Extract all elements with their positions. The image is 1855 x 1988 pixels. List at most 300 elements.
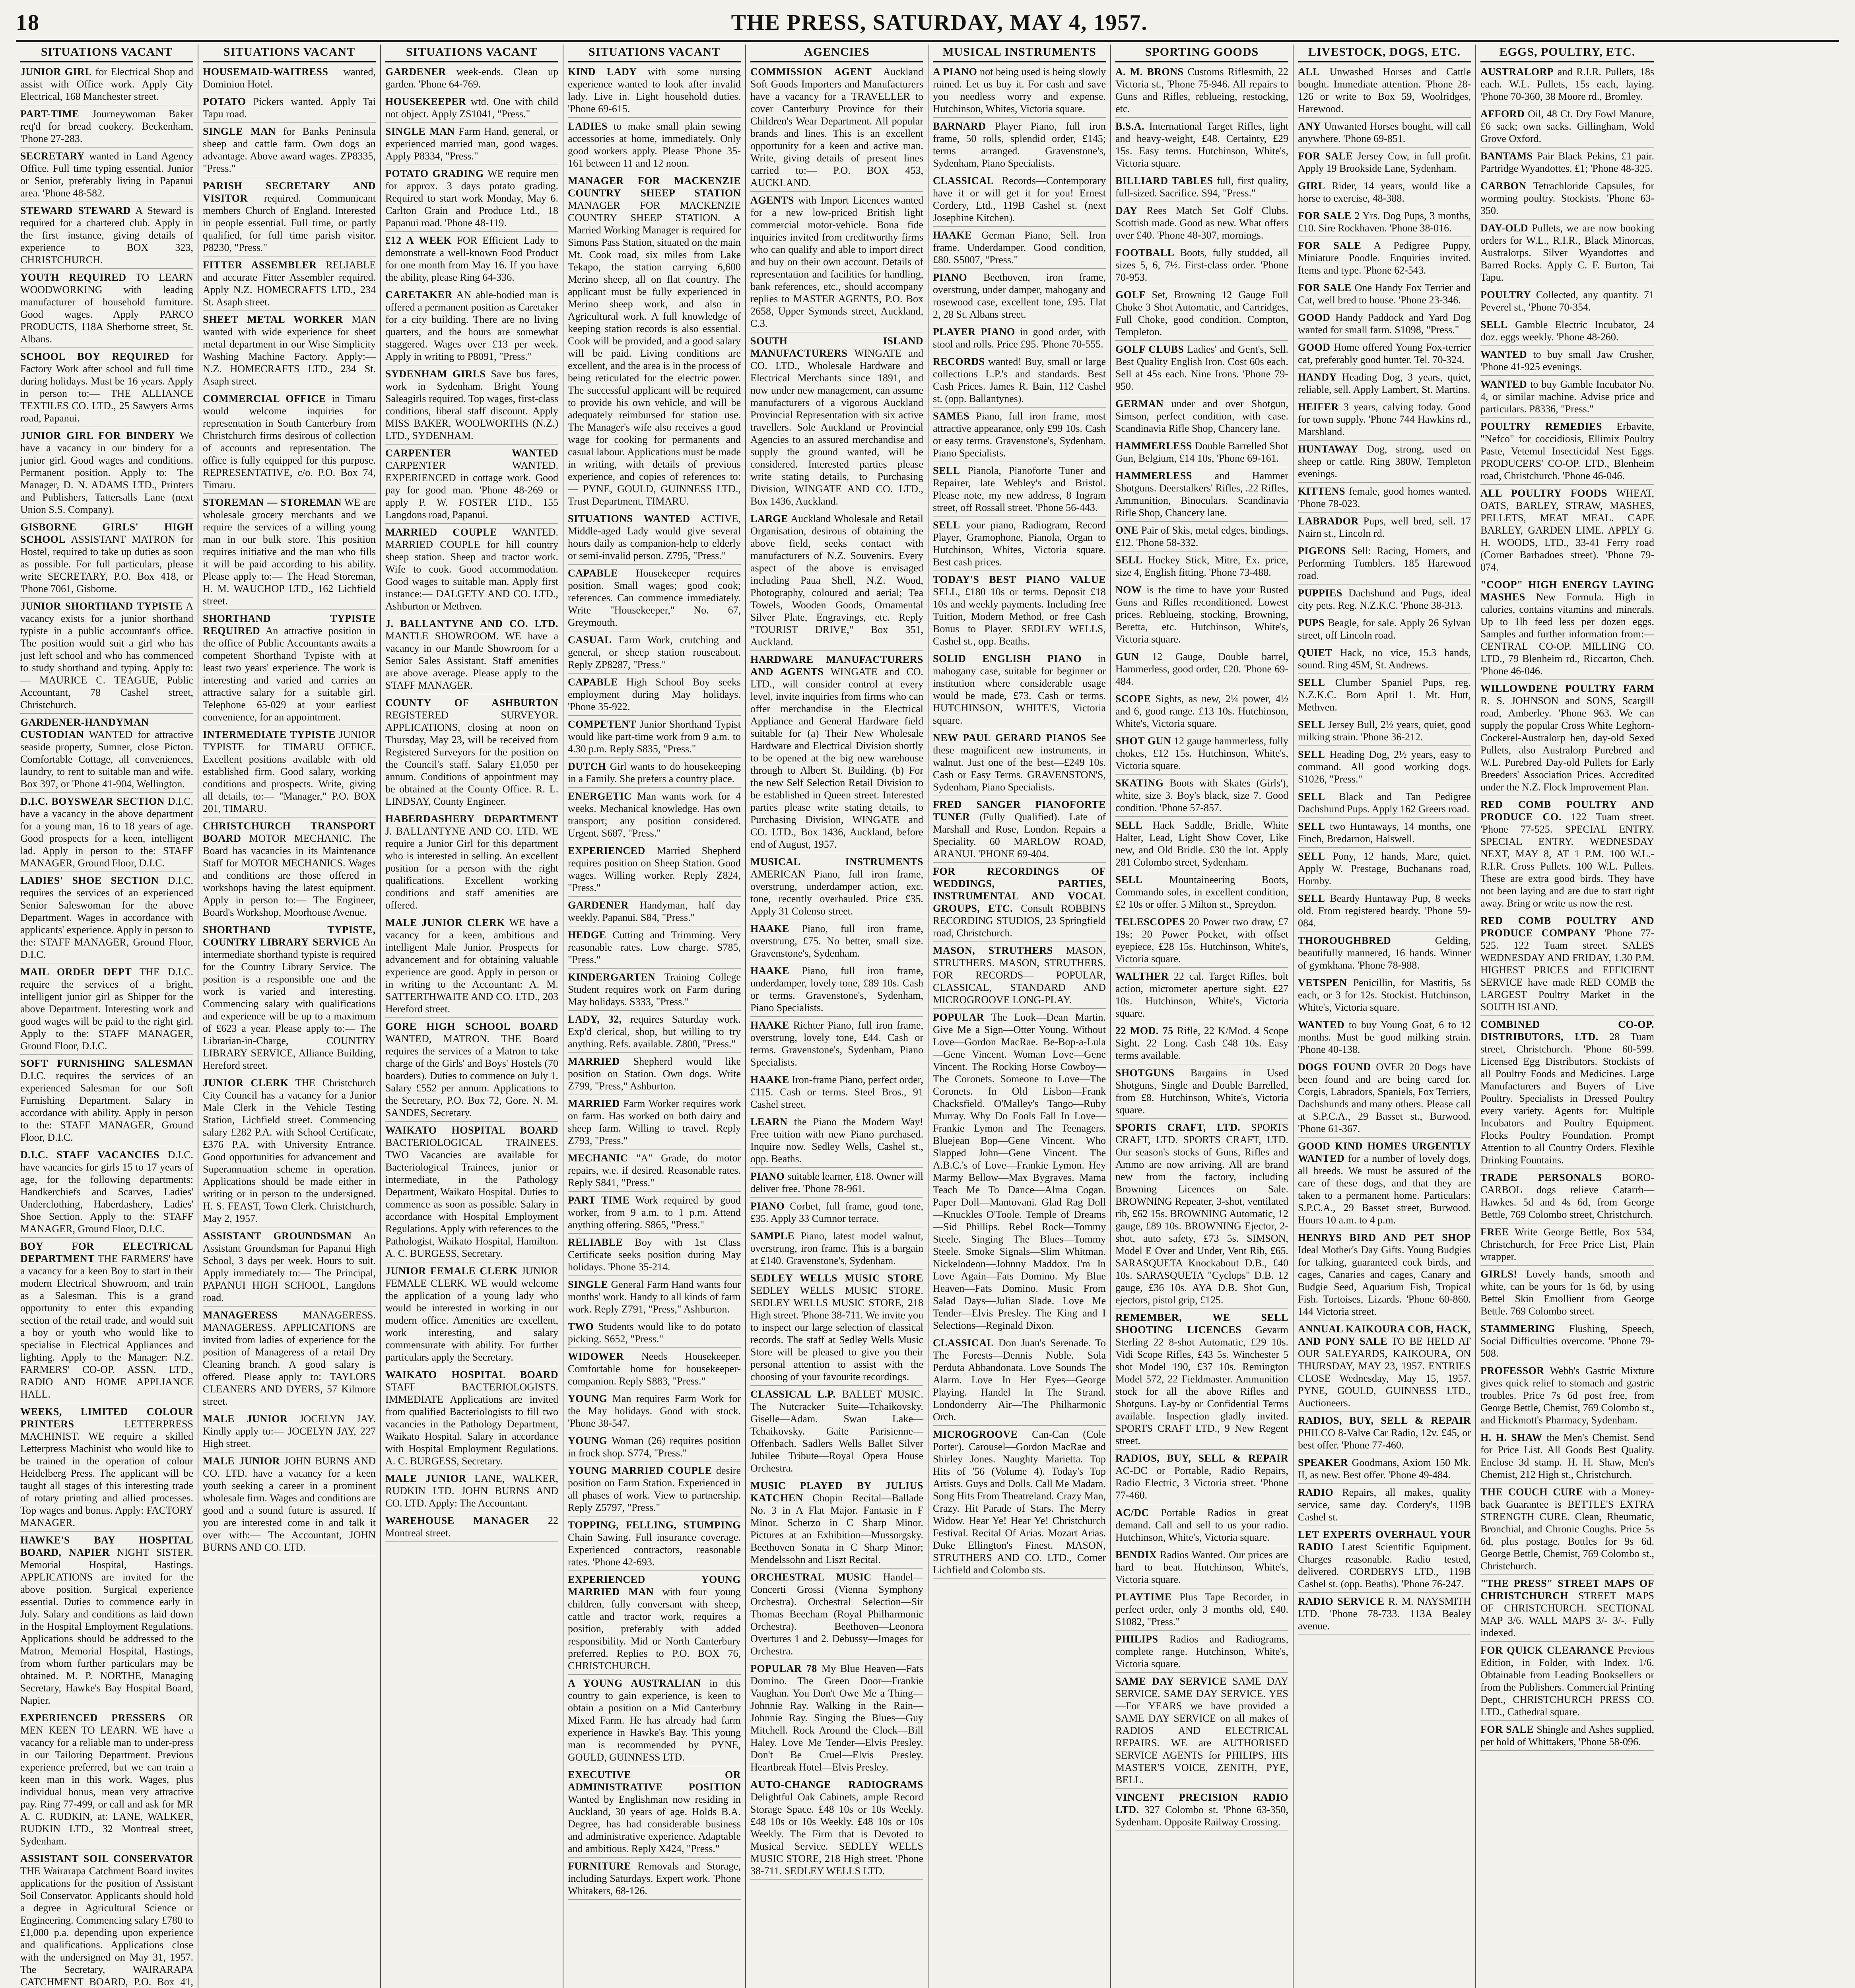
classified-ad (1480, 1486, 1654, 1575)
ad-body: Sell: Racing, Homers, and Performing Tumblers. 185 Harewood road. (1298, 545, 1471, 581)
classified-ad (750, 1074, 923, 1113)
ad-body: An attractive position in the office of Public Accountants awaits a competent Shorthand Typiste with at least two years' experience. The work is interesting and varied and carries an attractive salary for a suitable girl. Telephone 65-029 at your earliest convenience, for an appointment. (203, 625, 376, 723)
ad-heading: ASSISTANT SOIL CONSERVATOR (20, 1853, 193, 1864)
ad-body: 'Phone 77-525. 122 Tuam street. SALES WEDNESDAY AND FRIDAY, 1.30 P.M. HIGHEST PRICES and EFFICIENT SERVICE have made RED COMB the LARGEST Poultry Market in the SOUTH ISLAND. (1480, 927, 1655, 1013)
classified-ad (750, 1019, 923, 1071)
classified-ad (203, 820, 376, 921)
ad-body: Piano, latest model walnut, overstrung, iron frame. This is a bargain at £140. Gravenstone's, Sydenham. (750, 1230, 923, 1266)
ad-body: Chopin Recital—Ballade No. 3 in A Flat Major. Fantasie in F Minor. Scherzo in C Sharp Minor. Pictures at an Exhibition—Mussorgsky. Beethoven Sonata in C Sharp Minor; Mendelssohn and Liszt Recital. (750, 1492, 924, 1565)
classified-ad (20, 204, 193, 269)
classified-ad (20, 1406, 193, 1532)
classified-ad (1115, 693, 1288, 732)
ad-body: Unwashed Horses and Cattle bought. Immediate attention. 'Phone 28-126 or write to Box 59, Woolridges, Harewood. (1298, 66, 1471, 115)
ad-body: AMERICAN Piano, full iron frame, overstrung, underdamper action, exc. tone, recently overhauled. Price £35. Apply 31 Colenso street. (750, 868, 923, 917)
ad-heading: BENDIX (1115, 1549, 1157, 1561)
classified-ad (1480, 682, 1654, 796)
ad-body: Shingle and Ashes supplied, per hold of Whittakers, 'Phone 58-096. (1480, 1724, 1654, 1747)
classified-ad (385, 1265, 558, 1366)
classified-ad (750, 1388, 923, 1477)
ad-heading: SELL (1298, 893, 1325, 904)
classified-ad (203, 180, 376, 256)
classified-ad (203, 1230, 376, 1307)
column-heading: EGGS, POULTRY, ETC. (1480, 45, 1654, 62)
ad-heading: B.S.A. (1115, 120, 1145, 132)
ad-heading: SELL (1115, 554, 1143, 566)
ad-heading: FOR RECORDINGS OF WEDDINGS, PARTIES, INSTRUMENTAL AND VOCAL GROUPS, ETC. (933, 866, 1106, 914)
ad-heading: HAAKE (750, 965, 789, 977)
ad-heading: DAY (1115, 205, 1138, 216)
ad-body: WE require men for approx. 3 days potato grading. Required to start work Monday, May 6. Carlton Grain and Produce Ltd., 18 Papanui road. 'Phone 48-119. (385, 168, 559, 229)
ad-body: Pony, 12 hands, Mare, quiet. Apply W. Prestage, Buchanans road, Hornby. (1298, 850, 1471, 887)
ad-heading: POPULAR (933, 1011, 985, 1023)
ad-body: Flushing, Speech, Social Difficulties overcome. 'Phone 79-508. (1480, 1323, 1655, 1359)
ad-body: FOR Efficient Lady to demonstrate a well-known Food Product for one month from May 16. If you have the ability, please Ring 64-336. (385, 235, 559, 283)
classified-ad (568, 790, 741, 842)
ad-body: OVER 20 Dogs have been found and are being cared for. Corgis, Labradors, Spaniels, Fox Terriers, Dachshunds and many others. Please call at S.P.C.A., 29 Basset st., Burwood. 'Phone 61-367. (1298, 1061, 1471, 1134)
ad-heading: MALE JUNIOR (385, 1473, 466, 1484)
ad-heading: AUSTRALORP (1480, 66, 1554, 78)
ad-body: An Assistant Groundsman for Papanui High School, 3 days per week. Hours to suit. Apply immediately to:— The Principal, PAPANUI HIGH SCHOOL, Langdons road. (203, 1230, 376, 1303)
ad-heading: FOR SALE (1298, 282, 1352, 293)
ad-heading: SPORTS CRAFT, LTD. (1115, 1122, 1241, 1133)
ad-heading: PARISH SECRETARY AND VISITOR (203, 180, 376, 204)
ad-body: TO BE HELD AT OUR SALEYARDS, KAIKOURA, ON THURSDAY, MAY 23, 1957. ENTRIES CLOSE Wednesday, May 15, 1957. PYNE, GOULD, GUINNESS LTD., Auctioneers. (1298, 1336, 1471, 1409)
classified-ad (203, 259, 376, 311)
classified-ad (1115, 204, 1288, 244)
ad-heading: PART-TIME (20, 108, 80, 120)
ad-heading: GARDENER-HANDYMAN CUSTODIAN (20, 716, 149, 740)
ad-heading: LET EXPERTS OVERHAUL YOUR RADIO (1298, 1529, 1471, 1553)
ad-body: WE have a vacancy for a keen, ambitious and intelligent Male Junior. Prospects for advancement and for obtaining valuable experience are good. Apply in person or in writing to the Accountant: A. M. SATTERTHWAITE AND CO. LTD., 203 Hereford street. (385, 917, 558, 1015)
ad-heading: COUNTY OF ASHBURTON (385, 697, 558, 709)
ad-heading: GUN (1115, 651, 1139, 662)
ad-body: Richter Piano, full iron frame, overstrung, lovely tone, £44. Cash or terms. Gravenstone's, Sydenham, Piano Specialists. (750, 1019, 924, 1068)
ad-body: for Electrical Shop and assist with Office work. Apply City Electrical, 168 Manchester street. (20, 66, 193, 102)
classified-ad (933, 355, 1106, 408)
ad-body: One Handy Fox Terrier and Cat, well bred to house. 'Phone 23-346. (1298, 282, 1471, 306)
classified-ad (1298, 282, 1471, 309)
ad-body: WANTED for attractive seaside property, Sumner, close Picton. Comfortable Cottage, all conveniences, laundry, to rent to suitable man and wife. Box 397, or 'Phone 41-904, Wellington. (20, 729, 193, 790)
ad-body: 122 Tuam street. 'Phone 77-525. SPECIAL ENTRY. SPECIAL ENTRY. WEDNESDAY NEXT, MAY 8, AT 1 P.M. 100 W.L.-R.I.R. Cross Pullets. 100 W.L. Pullets. These are extra good birds. They have not been laying and are due to start right away. Bring or write us now the rest. (1480, 811, 1654, 909)
classified-ad (20, 108, 193, 148)
ad-heading: PIANO (933, 272, 967, 283)
ad-heading: ENERGETIC (568, 790, 632, 802)
ad-heading: SAME DAY SERVICE (1115, 1675, 1227, 1687)
ad-heading: NEW PAUL GERARD PIANOS (933, 732, 1086, 744)
ad-heading: RED COMB POULTRY AND PRODUCE COMPANY (1480, 915, 1654, 939)
classified-ad (1298, 718, 1471, 746)
ad-heading: JUNIOR FEMALE CLERK (385, 1265, 518, 1277)
ad-body: week-ends. Clean up garden. 'Phone 64-769. (385, 66, 559, 90)
classified-ad (568, 760, 741, 788)
ad-heading: MICROGROOVE (933, 1429, 1018, 1440)
ad-heading: CLASSICAL L.P. (750, 1388, 836, 1400)
ad-heading: WAIKATO HOSPITAL BOARD (385, 1124, 558, 1136)
ad-body: General Farm Hand wants four months' work. Handy to all kinds of farm work. Reply Z791, "Press," Ashburton. (568, 1279, 741, 1315)
ad-heading: WALTHER (1115, 971, 1169, 982)
ad-body: BORO-CARBOL dogs relieve Catarrh—Hawkes. 5d and 4s 6d, from George Bettle, 769 Colombo street, Christchurch. (1480, 1172, 1654, 1220)
classified-ad (1115, 777, 1288, 817)
classified-ad (933, 120, 1106, 172)
classified-ad (385, 1369, 558, 1470)
ad-heading: WAIKATO HOSPITAL BOARD (385, 1369, 558, 1380)
classified-ad (20, 521, 193, 598)
ad-body: Records—Contemporary have it or will get it for you! Ernest Cordery, Ltd., 119B Cashel st. (next Josephine Kitchen). (933, 175, 1106, 223)
classified-ad (1298, 748, 1471, 788)
ad-heading: WAREHOUSE MANAGER (385, 1515, 529, 1526)
classified-ad (385, 1124, 558, 1262)
ad-heading: SELL (1298, 719, 1325, 730)
classified-ad (568, 1769, 741, 1858)
ad-body: Heading Dog, 2½ years, easy to command. All good working dogs. S1026, "Press." (1298, 749, 1471, 785)
ad-body: in mahogany case, suitable for beginner or institution where considerable usage would be made, £73. Cash or terms. HUTCHINSON, WHITE'S, Victoria square. (933, 653, 1106, 726)
classified-ad (750, 1571, 923, 1660)
ad-heading: FREE (1480, 1226, 1509, 1238)
classified-ad (1298, 1140, 1471, 1229)
ad-body: 3 years, calving today. Good for town supply. 'Phone 744 Hawkins rd., Marshland. (1298, 401, 1471, 437)
classified-ad (203, 392, 376, 494)
ad-body: Boy with 1st Class Certificate seeks position during May holidays. 'Phone 35-214. (568, 1237, 741, 1273)
ad-heading: INTERMEDIATE TYPISTE (203, 729, 336, 740)
ad-heading: GOOD (1298, 342, 1331, 353)
ad-heading: SELL (1298, 791, 1325, 802)
classified-ad (1115, 650, 1288, 690)
ad-body: The Look—Dean Martin. Give Me a Sign—Otter Young. Without Love—Gordon MacRae. Be-Bop-a-Lula—Gene Vincent. Woman Love—Gene Vincent. The Rocking Horse Cowboy—The Coronets. Someone to Love—The Coronets. In Old Lisbon—Frank Chacksfield. O'Malley's Tango—Ruby Murray. Why Do Fools Fall In Love—Frankie Lymon and The Teenagers. Bluejean Bop—Gene Vincent. Who Slapped John—Gene Vincent. The A.B.C.'s of Love—Frankie Lymon. Hey Marmy Bellow—Max Bygraves. Mama Teach Me To Dance—Alma Cogan. Paper Doll—Mantovani. Glad Rag Doll—Knuckles O'Toole. Temple of Dreams—Sid Phillips. Rebel Rock—Tommy Steele. Singing The Blues—Tommy Steele. Smoke Signals—Slim Whitman. Nickelodeon—Johnny Maddox. I'm In Love Again—Fats Domino. My Blue Heaven—Fats Domino. Music From Salad Days—Julian Slade. Love Me Tender—Elvis Presley. The King and I Selections—Reginald Dixon. (933, 1011, 1106, 1331)
ad-body: THE D.I.C. require the services of a bright, intelligent junior girl as Shipper for the above Department. Interesting work and good wages will be paid to the right girl. Apply to the: STAFF MANAGER, Ground Floor, D.I.C. (20, 966, 193, 1052)
ad-heading: LADIES (568, 120, 608, 132)
classified-ad (933, 865, 1106, 942)
classified-ad (568, 567, 741, 631)
ad-heading: FOR SALE (1480, 1724, 1534, 1735)
classified-ad (933, 732, 1106, 796)
ad-body: Mountaineering Boots, Commando soles, in excellent condition, £2 10s or offer. 5 Milton st., Spreydon. (1115, 874, 1288, 910)
classified-ad (1480, 378, 1654, 418)
ad-body: Write George Bettle, Box 534, Christchurch, for Free Price List, Plain wrapper. (1480, 1226, 1655, 1262)
classified-ad (568, 1677, 741, 1766)
ad-heading: KITTENS (1298, 485, 1346, 497)
classified-ad (1298, 120, 1471, 148)
classified-ad (1298, 66, 1471, 118)
ad-body: Beardy Huntaway Pup, 8 weeks old. From registered beardy. 'Phone 59-084. (1298, 893, 1471, 929)
ad-body: wanted, Dominion Hotel. (203, 66, 376, 90)
ad-body: LETTERPRESS MACHINIST. WE require a skilled Letterpress Machinist who would like to be trained in the operation of colour Heidelberg Press. The applicant will be taught all stages of this interesting trade of rotary printing and allied processes. Top wages and bonus. Apply: FACTORY MANAGER. (20, 1418, 193, 1528)
classified-ad (568, 1097, 741, 1149)
ad-body: BALLET MUSIC. The Nutcracker Suite—Tchaikovsky. Giselle—Adam. Swan Lake—Tchaikovsky. Gaite Parisienne—Offenbach. Sadlers Wells Ballet Silver Jubilee Tribute—Royal Opera House Orchestra. (750, 1388, 924, 1474)
column-heading: MUSICAL INSTRUMENTS (933, 45, 1106, 62)
ad-heading: HANDY (1298, 371, 1337, 383)
ad-heading: JUNIOR GIRL (20, 66, 92, 78)
ad-heading: GOOD KIND HOMES URGENTLY WANTED (1298, 1140, 1471, 1164)
ad-body: Previous Edition, in Folder, with Index. 1/6. Obtainable from Leading Booksellers or from the Publishers. Commercial Printing Dept., CHRISTCHURCH PRESS CO. LTD., Cathedral square. (1480, 1644, 1655, 1718)
classified-ad (1298, 790, 1471, 818)
classified-ad (1115, 1675, 1288, 1789)
ad-heading: RELIABLE (568, 1237, 623, 1248)
classified-ad (750, 513, 923, 651)
ad-heading: GISBORNE GIRLS' HIGH SCHOOL (20, 521, 193, 545)
ad-body: Save bus fares, work in Sydenham. Bright Young Saleagirls required. Top wages, first-class conditions, liberal staff discount. Apply MISS BAKER, WOOLWORTHS (N.Z.) LTD., SYDENHAM. (385, 368, 559, 441)
ad-body: Handy Paddock and Yard Dog wanted for small farm. S1098, "Press." (1298, 312, 1471, 336)
classified-ad (568, 1013, 741, 1053)
classified-ad (1480, 318, 1654, 346)
classified-ad (1480, 222, 1654, 286)
ad-heading: COMBINED CO-OP. DISTRIBUTORS, LTD. (1480, 1019, 1654, 1043)
ad-heading: MUSIC PLAYED BY JULIUS KATCHEN (750, 1480, 923, 1504)
ad-heading: PLAYER PIANO (933, 326, 1015, 338)
classified-ad (1298, 1414, 1471, 1454)
ad-heading: 22 MOD. 75 (1115, 1025, 1173, 1037)
ad-body: two Huntaways, 14 months, one Finch, Bredarnon, Halswell. (1298, 821, 1471, 845)
classified-ad (1115, 584, 1288, 648)
classified-ad (203, 1309, 376, 1410)
ad-heading: TODAY'S BEST PIANO VALUE (933, 574, 1106, 585)
classified-ad (750, 1662, 923, 1776)
classified-ad (1298, 646, 1471, 674)
ad-heading: SELL (1115, 819, 1143, 831)
classified-ad (20, 1534, 193, 1709)
ad-body: 20 Power two draw, £7 19s; 20 Power Pocket, with offset eyepiece, £28 15s. Hutchinson, White's, Victoria square. (1115, 916, 1288, 965)
ad-heading: GIRLS! (1480, 1268, 1517, 1280)
ad-heading: SINGLE MAN (203, 126, 276, 137)
ad-body: Corbet, full frame, good tone, £35. Apply 33 Cumnor terrace. (750, 1200, 923, 1224)
classified-ad (203, 924, 376, 1074)
ad-heading: AC/DC (1115, 1507, 1149, 1518)
ad-heading: HUNTAWAY (1298, 443, 1358, 455)
classified-ad (568, 1320, 741, 1348)
classified-column (928, 45, 1111, 1988)
classified-ad (933, 464, 1106, 516)
classified-ad (1480, 1322, 1654, 1362)
classified-ad (385, 167, 558, 232)
ad-heading: MANAGERESS (203, 1309, 278, 1321)
ad-heading: LARGE (750, 513, 788, 524)
classified-ad (1298, 545, 1471, 584)
ad-heading: HAAKE (750, 923, 789, 934)
classified-ad (203, 313, 376, 390)
ad-heading: VINCENT PRECISION RADIO LTD. (1115, 1792, 1288, 1815)
classified-ad (568, 175, 741, 510)
classified-ad (1115, 440, 1288, 467)
classified-ad (1480, 66, 1654, 105)
ad-body: "A" Grade, do motor repairs, w.e. if desired. Reasonable rates. Reply S841, "Press." (568, 1152, 741, 1188)
ad-heading: SELL (1298, 821, 1325, 832)
ad-body: suitable learner, £18. Owner will deliver free. 'Phone 78-961. (750, 1171, 924, 1194)
ad-heading: HOUSEMAID-WAITRESS (203, 66, 328, 78)
ad-heading: PLAYTIME (1115, 1591, 1172, 1603)
classified-ad (1115, 1591, 1288, 1631)
ad-body: A vacancy exists for a junior shorthand typiste in a public accountant's office. The position would suit a girl who has just left school and who has commenced to study shorthand and typing. Apply to:— MAURICE C. TEAGUE, Public Accountant, 78 Cashel street, Christchurch. (20, 600, 193, 711)
ad-body: Dachshund and Pugs, ideal city pets. Reg. N.Z.K.C. 'Phone 38-313. (1298, 587, 1471, 611)
classified-ad (385, 697, 558, 810)
ad-heading: MANAGER FOR MACKENZIE COUNTRY SHEEP STATION (568, 175, 741, 199)
classified-ad (1115, 398, 1288, 437)
classified-ad (1480, 1644, 1654, 1721)
classified-ad (1298, 1595, 1471, 1635)
classified-column (1294, 45, 1476, 1988)
classified-ad (1480, 914, 1654, 1016)
ad-body: AC-DC or Portable, Radio Repairs, Radio Electric, 3 Victoria street. 'Phone 77-460. (1115, 1465, 1288, 1501)
classified-ad (568, 1350, 741, 1390)
classified-ad (1298, 617, 1471, 644)
classified-ad (1298, 443, 1471, 483)
classified-ad (1298, 676, 1471, 716)
classified-ad (1480, 1226, 1654, 1266)
ad-body: MANAGERESS. MANAGERESS. APPLICATIONS are invited from ladies of experience for the position of Manageress of a retail Dry Cleaning branch. A good salary is offered. Please apply to: TAYLORS CLEANERS AND DYERS, 57 Kilmore street. (203, 1309, 376, 1407)
column-heading: LIVESTOCK, DOGS, ETC. (1298, 45, 1471, 62)
classified-ad (1115, 175, 1288, 202)
ad-body: in this country to gain experience, is keen to obtain a position on a Mid Canterbury Mixed Farm. He has already had farm experience in Hawke's Bay. This young man is recommended by PYNE, GOULD, GUINNESS LTD. (568, 1677, 741, 1763)
ad-heading: MUSICAL INSTRUMENTS (750, 856, 923, 868)
ad-body: 22 cal. Target Rifles, bolt action, micrometer aperture sight. £27 10s. Hutchinson, White's, Victoria square. (1115, 971, 1289, 1019)
classified-ad (933, 229, 1106, 269)
classified-ad (1480, 798, 1654, 912)
ad-body: Piano, full iron frame, overstrung, £75. No better, small size. Gravenstone's, Sydenham. (750, 923, 923, 959)
classified-ad (1298, 977, 1471, 1016)
ad-body: 2 Yrs. Dog Pups, 3 months, £10. Sire Rockhaven. 'Phone 38-016. (1298, 210, 1471, 234)
ad-heading: FRED SANGER PIANOFORTE TUNER (933, 799, 1106, 823)
classified-ad (1115, 289, 1288, 341)
ad-body: MASON, STRUTHERS. MASON, STRUTHERS. FOR RECORDS— POPULAR, CLASSICAL, STANDARD AND MICROGROOVE LONG-PLAY. (933, 945, 1106, 1006)
ad-body: An intermediate shorthand typiste is required for the Country Library Service. The position is a responsible one and the work is varied and interesting. Commencing salary with qualifications and experience will be up to a maximum of £623 a year. Please apply to:— The Librarian-in-Charge, COUNTRY LIBRARY SERVICE, Alliance Building, Hereford street. (203, 936, 376, 1071)
classified-ad (20, 600, 193, 714)
classified-ad (933, 652, 1106, 729)
ad-body: Pups, well bred, sell. 17 Nairn st., Lincoln rd. (1298, 515, 1471, 539)
ad-body: Girl wants to do housekeeping in a Family. She prefers a country place. (568, 761, 741, 784)
classified-ad (20, 874, 193, 963)
ad-heading: CLASSICAL (933, 175, 994, 186)
classified-ad (750, 1778, 923, 1880)
ad-body: R. S. JOHNSON and SONS, Scargill road, Amberley. 'Phone 963. We can supply the popular Cross White Leghorn-Cockerel-Australorp hen, day-old Sexed Pullets, also Australorp Purebred and W.L. Purebred Day-old Pullets for Early Breeders' Association Prices. Accredited under the N.Z. Flock Improvement Plan. (1480, 695, 1654, 793)
classified-ad (568, 1278, 741, 1318)
classified-ad (20, 271, 193, 348)
column-heading: SITUATIONS VACANT (20, 45, 193, 62)
classified-ad (1480, 1577, 1654, 1642)
ad-heading: A YOUNG AUSTRALIAN (568, 1677, 701, 1689)
classified-ad (933, 1428, 1106, 1579)
ad-heading: A. M. BRONS (1115, 66, 1184, 78)
ad-body: See these magnificent new instruments, in walnut. Just one of the best—£249 10s. Cash or Easy Terms. GRAVENSTON'S, Sydenham, Piano Specialists. (933, 732, 1106, 793)
ad-heading: BILLIARD TABLES (1115, 175, 1213, 186)
ad-heading: SELL (1115, 874, 1143, 885)
ad-heading: CARBON (1480, 180, 1527, 192)
ad-body: Rider, 14 years, would like a horse to exercise, 48-388. (1298, 180, 1471, 204)
ad-heading: PUPS (1298, 617, 1325, 629)
ad-body: WANTED, MATRON. THE Board requires the services of a Matron to take charge of the Girls' and Boys' Hostels (70 boarders). Duties to commence on July 1. Salary £552 per annum. Applications to the Secretary, P.O. Box 72, Gore. N. M. SANDES, Secretary. (385, 1033, 558, 1118)
classified-ad (750, 653, 923, 853)
classified-ad (1115, 874, 1288, 913)
ad-body: desire position on Farm Station. Experienced in all phases of work. View to partnership. Reply Z5797, "Press." (568, 1465, 741, 1513)
classified-column (563, 45, 746, 1988)
classified-ad (1298, 485, 1471, 513)
ad-heading: HAMMERLESS (1115, 440, 1192, 452)
ad-heading: TOPPING, FELLING, STUMPING (568, 1519, 741, 1531)
ad-heading: FITTER ASSEMBLER (203, 259, 317, 271)
ad-body: Auckland Soft Goods Importers and Manufacturers have a vacancy for a TRAVELLER to cover Canterbury Province for their Children's Wear Department. All popular brands and lines. This is an excellent opportunity for a keen and active man. Write, giving details of present lines carried to:— P.O. BOX 453, AUCKLAND. (750, 66, 923, 188)
ad-heading: CARPENTER WANTED (385, 447, 558, 459)
classified-ad (568, 1194, 741, 1234)
ad-body: Training College Student requires work on Farm during May holidays. S333, "Press." (568, 971, 741, 1008)
ad-heading: £12 A WEEK (385, 235, 452, 246)
ad-body: Radios and Radiograms, complete range. Hutchinson, White's, Victoria square. (1115, 1633, 1288, 1670)
ad-body: Handel—Concerti Grossi (Vienna Symphony Orchestra). Orchestral Selection—Sir Thomas Beecham (Royal Philharmonic Orchestra). Beethoven—Leonora Overtures 1 and 2. Debussy—Images for Orchestra. (750, 1571, 923, 1657)
ad-body: A Pedigree Puppy, Miniature Poodle. Enquiries invited. Items and type. 'Phone 62-543. (1298, 240, 1471, 276)
ad-body: Pickers wanted. Apply Tai Tapu road. (203, 96, 376, 120)
ad-heading: TRADE PERSONALS (1480, 1172, 1602, 1183)
classified-ad (385, 66, 558, 93)
classified-ad (750, 1200, 923, 1227)
ad-heading: LEARN (750, 1116, 788, 1128)
classified-ad (1480, 420, 1654, 485)
ad-heading: SELL (1298, 677, 1325, 688)
ad-body: Married Shepherd requires position on Sheep Station. Good wages. Willing worker. Reply Z824, "Press." (568, 845, 741, 893)
ad-body: Iron-frame Piano, perfect order, £115. Cash or terms. Steel Bros., 91 Cashel street. (750, 1074, 924, 1110)
ad-heading: SPEAKER (1298, 1457, 1348, 1468)
ad-heading: SELL (933, 465, 960, 476)
classified-ad (1115, 120, 1288, 172)
ad-body: SELL, £180 10s or terms. Deposit £18 10s and weekly payments. Including free Tuition, Modern Method, or free Cash Bonus to Player. SEDLEY WELLS, Cashel st., opp. Beaths. (933, 586, 1106, 647)
classified-ad (203, 66, 376, 93)
classified-ad (1298, 210, 1471, 237)
ad-body: not being used is being slowly ruined. Let us buy it. For cash and save you needless worry and expense. Hutchinson, Whites, Victoria square. (933, 66, 1106, 115)
classified-ad (20, 1149, 193, 1238)
classified-ad (203, 95, 376, 123)
ad-body: Beethoven, iron frame, overstrung, under damper, mahogany and rosewood case, excellent tone, £95. Flat 2, 28 St. Albans street. (933, 272, 1106, 320)
classified-ad (1480, 180, 1654, 219)
ad-body: BACTERIOLOGICAL TRAINEES. TWO Vacancies are available for Bacteriological Trainees, junior or intermediate, in the Pathology Department, Waikato Hospital. Duties to commence as soon as possible. Salary in accordance with Hospital Employment Regulations. Apply with references to the Pathologist, Waikato Hospital, Hamilton. A. C. BURGESS, Secretary. (385, 1137, 558, 1259)
ad-heading: COMMERCIAL OFFICE (203, 393, 326, 404)
ad-body: NIGHT SISTER. Memorial Hospital, Hastings. APPLICATIONS are invited for the above position. Surgical experience essential. Duties to commence early in July. Salary and conditions as laid down in the Hospital Employment Regulations. Applications should be addressed to the Matron, Memorial Hospital, Hastings, from whom further particulars may be obtained. M. P. NORTHE, Managing Secretary, Hawke's Bay Hospital Board, Napier. (20, 1547, 193, 1706)
ad-heading: PROFESSOR (1480, 1365, 1544, 1376)
classified-ad (1298, 515, 1471, 542)
ad-heading: SOFT FURNISHING SALESMAN (20, 1058, 193, 1069)
classified-ad (933, 573, 1106, 650)
ad-heading: JUNIOR GIRL FOR BINDERY (20, 430, 175, 441)
ad-heading: CARETAKER (385, 289, 453, 301)
classified-ad (20, 1712, 193, 1850)
ad-heading: STEWARD STEWARD (20, 205, 131, 216)
ad-heading: FOR SALE (1298, 150, 1353, 162)
classified-ad (568, 1860, 741, 1900)
classified-ad (568, 718, 741, 758)
ad-body: D.I.C. requires the services of an experienced Senior Saleswoman for the above Department. Wages in accordance with applicants' experience. Apply in person to the: STAFF MANAGER, Ground Floor, D.I.C. (20, 875, 194, 960)
classified-ad (933, 271, 1106, 323)
ad-body: Needs Housekeeper. Comfortable home for housekeeper-companion. Reply S883, "Press." (568, 1351, 741, 1387)
ad-heading: DOGS FOUND (1298, 1061, 1371, 1073)
classified-column (16, 45, 198, 1988)
ad-body: Hack, no vice, 15.3 hands, sound. Ring 45M, St. Andrews. (1298, 647, 1471, 671)
classified-ad (1298, 150, 1471, 177)
classified-ad (750, 856, 923, 920)
ad-body: Beagle, for sale. Apply 26 Sylvan street, off Lincoln road. (1298, 617, 1471, 641)
ad-body: Radios Wanted. Our prices are hard to beat. Hutchinson, White's, Victoria square. (1115, 1549, 1288, 1585)
classified-ad (1115, 1791, 1288, 1831)
ad-heading: A PIANO (933, 66, 977, 78)
ad-heading: HOUSEKEEPER (385, 96, 466, 107)
ad-heading: GARDENER (568, 899, 629, 911)
ad-body: D.I.C. have vacancies for girls 15 to 17 years of age, for the following departments: Handkerchiefs and Scarves, Ladies' Underclothing, Haberdashery, Ladies' Shoe Section. Apply to the: STAFF MANAGER, Ground Floor, D.I.C. (20, 1149, 193, 1235)
ad-body: LANE, WALKER, RUDKIN LTD. JOHN BURNS AND CO. LTD. Apply: The Accountant. (385, 1473, 559, 1509)
ad-body: for Banks Peninsula sheep and cattle farm. Own dogs an advantage. Above award wages. ZP8335, "Press." (203, 126, 376, 174)
classified-ad (385, 617, 558, 694)
ad-heading: QUIET (1298, 647, 1332, 658)
classified-ad (1115, 1311, 1288, 1450)
ad-body: SPORTS CRAFT, LTD. SPORTS CRAFT, LTD. Our season's stocks of Guns, Rifles and Ammo are now arriving. All are brand new from the factory, including Browning Licences on Sale. BROWNING Repeater, 3-shot, ventilated rib, £62 15s. BROWNING Automatic, 12 gauge, £89 10s. BROWNING Ejector, 2-shot, auto safety, £73 5s. SIMSON, Model E Over and Under, Vent Rib, £65. SARASQUETA Knockabout D.B., £40 10s. SARASQUETA "Cyclops" D.B. 12 gauge, £36 10s. AYA D.B. Shot Gun, ejectors, pistol grip, £125. (1115, 1122, 1288, 1306)
classified-ad (933, 1337, 1106, 1426)
ad-heading: WANTED (1480, 349, 1527, 360)
classified-ad (750, 66, 923, 192)
ad-heading: STOREMAN — STOREMAN (203, 497, 342, 508)
ad-body: in good order, with stool and rolls. Price £95. 'Phone 70-555. (933, 326, 1106, 350)
ad-body: International Target Rifles, light and heavy-weight, £48. Certainty, £29 15s. Easy terms. Hutchinson, White's, Victoria square. (1115, 120, 1289, 169)
